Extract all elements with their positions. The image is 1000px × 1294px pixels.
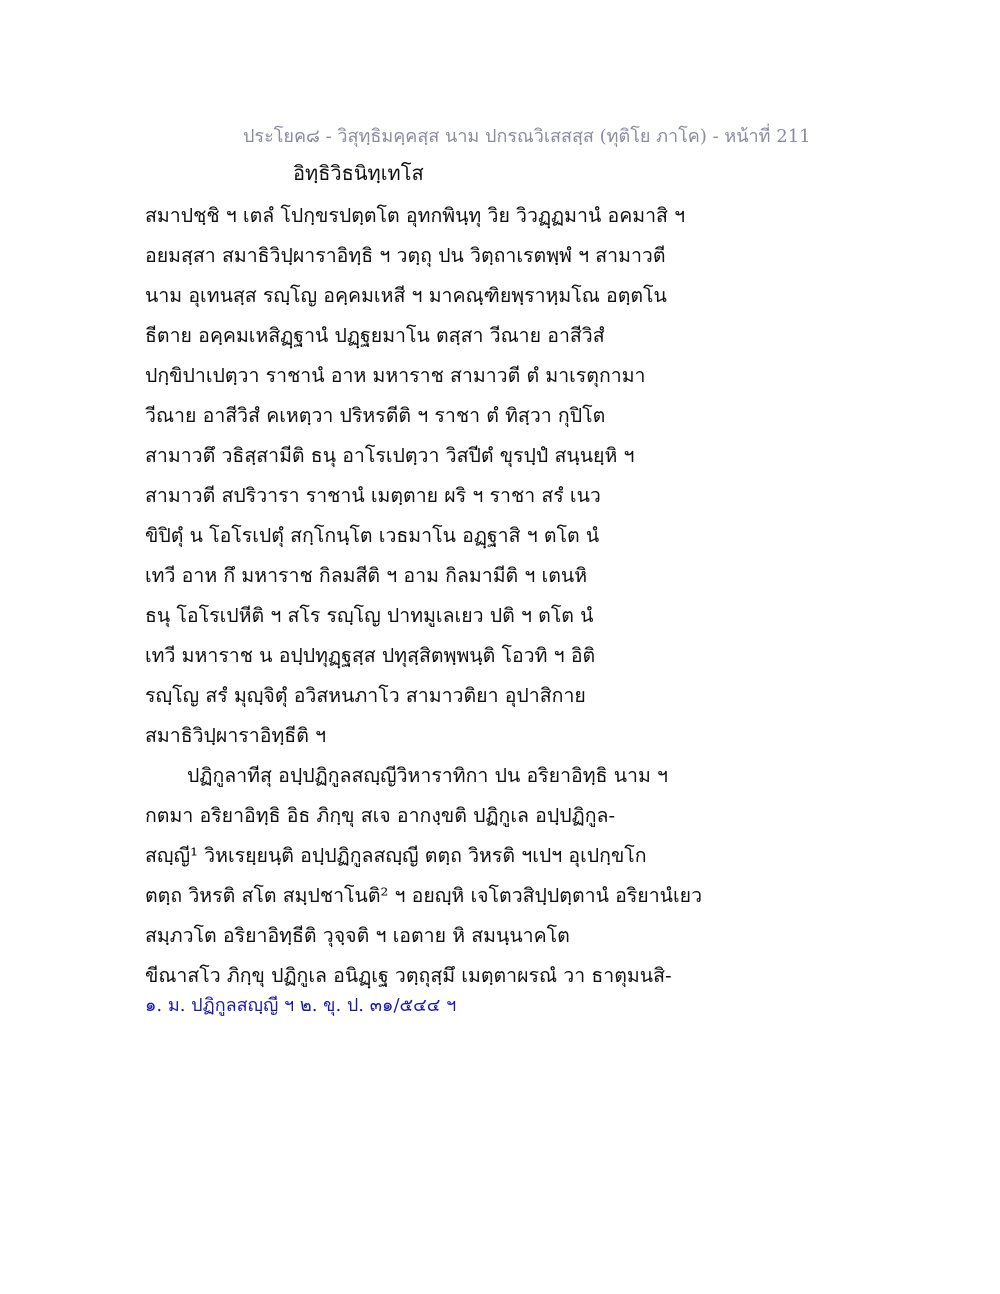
text-line: สามาวตึ วธิสฺสามีติ ธนุ อาโรเปตฺวา วิสปีตํ ขุรปฺปํ สนฺนยฺหิ ฯ [145, 444, 635, 467]
text-line: ปกฺขิปาเปตฺวา ราชานํ อาห มหาราช สามาวตี ตํ มาเรตุกามา [145, 364, 646, 387]
text-line: กตมา อริยาอิทฺธิ อิธ ภิกฺขุ สเจ อากงฺขติ ปฏิกูเล อปฺปฏิกูล- [145, 804, 616, 827]
text-line: รญฺโญ สรํ มุญฺจิตุํ อวิสหนภาโว สามาวติยา อุปาสิกาย [145, 684, 586, 707]
text-line: ตตฺถ วิหรติ สโต สมฺปชาโนติ² ฯ อยญฺหิ เจโตวสิปฺปตฺตานํ อริยานํเยว [145, 884, 703, 907]
text-line: สมาปชฺชิ ฯ เตลํ โปกฺขรปตฺตโต อุทกพินฺทุ วิย วิวฏฺฏมานํ อคมาสิ ฯ [145, 204, 686, 227]
text-line: สมฺภวโต อริยาอิทฺธีติ วุจฺจติ ฯ เอตาย หิ สมนฺนาคโต [145, 924, 570, 947]
body-text [145, 196, 705, 996]
text-line: นาม อุเทนสฺส รญฺโญ อคฺคมเหสี ฯ มาคณฺฑิยพฺราหฺมโณ อตฺตโน [145, 284, 667, 307]
paragraph-first-line: ปฏิกูลาทีสุ อปฺปฏิกูลสญฺญีวิหาราทิกา ปน อริยาอิทฺธิ นาม ฯ [187, 764, 668, 787]
text-line: ขิปิตุํ น โอโรเปตุํ สกฺโกนฺโต เวธมาโน อฏฺฐาสิ ฯ ตโต นํ [145, 524, 600, 547]
text-line: ธีตาย อคฺคมเหสิฏฺฐานํ ปฏฺฐยมาโน ตสฺสา วีณาย อาสีวิสํ [145, 324, 605, 347]
text-line: วีณาย อาสีวิสํ คเหตฺวา ปริหรตีติ ฯ ราชา ตํ ทิสฺวา กุปิโต [145, 404, 606, 427]
text-line: ขีณาสโว ภิกฺขุ ปฏิกูเล อนิฏฺเฐ วตฺถุสฺมึ เมตฺตาผรณํ วา ธาตุมนสิ- [145, 964, 672, 987]
text-line: ธนุ โอโรเปหีติ ฯ สโร รญฺโญ ปาทมูเลเยว ปติ ฯ ตโต นํ [145, 604, 594, 627]
text-line: สามาวตี สปริวารา ราชานํ เมตฺตาย ผริ ฯ ราชา สรํ เนว [145, 484, 601, 507]
text-line: อยมสฺสา สมาธิวิปฺผาราอิทฺธิ ฯ วตฺถุ ปน วิตฺถาเรตพฺพํ ฯ สามาวตี [145, 244, 666, 267]
section-heading: อิทฺธิวิธนิทฺเทโส [293, 161, 424, 185]
text-line: เทวี อาห กึ มหาราช กิลมสีติ ฯ อาม กิลมามีติ ฯ เตนหิ [145, 564, 588, 587]
running-header: ประโยค๘ - วิสุทฺธิมคฺคสฺส นาม ปกรณวิเสสสฺส (ทุติโย ภาโค) - หน้าที่ 211 [243, 126, 811, 147]
text-line: เทวี มหาราช น อปฺปทุฏฺฐสฺส ปทุสฺสิตพฺพนฺติ โอวทิ ฯ อิติ [145, 644, 596, 667]
text-line: สญฺญี¹ วิหเรยฺยนฺติ อปฺปฏิกูลสญฺญี ตตฺถ วิหรติ ฯเปฯ อุเปกฺขโก [145, 844, 647, 867]
text-line: สมาธิวิปฺผาราอิทฺธีติ ฯ [145, 724, 327, 747]
footnote: ๑. ม. ปฏิกูลสญฺญี ฯ ๒. ขุ. ป. ๓๑/๕๔๔ ฯ [145, 995, 457, 1016]
